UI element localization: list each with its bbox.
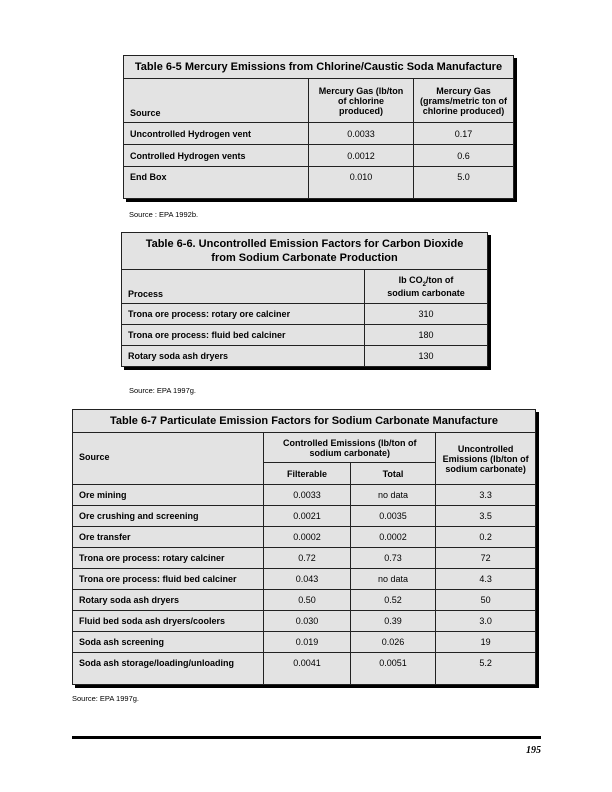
table-header-row bbox=[122, 270, 488, 304]
table-title-row bbox=[124, 56, 514, 79]
row-total: 0.026 bbox=[350, 632, 435, 653]
row-filterable: 0.72 bbox=[264, 548, 351, 569]
row-source: Ore mining bbox=[73, 485, 264, 506]
row-total: no data bbox=[350, 485, 435, 506]
row-process: Rotary soda ash dryers bbox=[122, 346, 365, 367]
table-header-row bbox=[124, 79, 514, 123]
row-source: Ore crushing and screening bbox=[73, 506, 264, 527]
table-6-7 bbox=[72, 409, 536, 685]
row-source: Uncontrolled Hydrogen vent bbox=[124, 123, 309, 145]
row-value: 180 bbox=[365, 325, 488, 346]
row-uncontrolled: 3.5 bbox=[436, 506, 536, 527]
header-controlled-emissions: Controlled Emissions (lb/ton of sodium carbonate) bbox=[264, 433, 436, 463]
row-total: 0.0051 bbox=[350, 653, 435, 685]
table-row bbox=[73, 485, 536, 506]
source-note-6-7: Source: EPA 1997g. bbox=[72, 694, 139, 703]
table-row bbox=[122, 325, 488, 346]
row-grams: 5.0 bbox=[414, 167, 514, 199]
row-filterable: 0.50 bbox=[264, 590, 351, 611]
row-source: End Box bbox=[124, 167, 309, 199]
table-title-row bbox=[122, 233, 488, 270]
row-source: Controlled Hydrogen vents bbox=[124, 145, 309, 167]
row-lb: 0.0012 bbox=[309, 145, 414, 167]
table-row bbox=[73, 611, 536, 632]
table-6-5 bbox=[123, 55, 514, 199]
row-filterable: 0.019 bbox=[264, 632, 351, 653]
footer-rule bbox=[72, 736, 541, 739]
row-total: no data bbox=[350, 569, 435, 590]
table-row bbox=[124, 145, 514, 167]
header-co2-suffix: /ton of bbox=[425, 275, 454, 286]
table-row bbox=[73, 506, 536, 527]
row-filterable: 0.0033 bbox=[264, 485, 351, 506]
row-value: 130 bbox=[365, 346, 488, 367]
row-source: Trona ore process: rotary calciner bbox=[73, 548, 264, 569]
table-row bbox=[124, 123, 514, 145]
row-lb: 0.0033 bbox=[309, 123, 414, 145]
row-filterable: 0.030 bbox=[264, 611, 351, 632]
table-row bbox=[73, 632, 536, 653]
header-filterable: Filterable bbox=[264, 463, 351, 485]
row-filterable: 0.043 bbox=[264, 569, 351, 590]
header-co2-line-2: sodium carbonate bbox=[387, 287, 465, 298]
header-mercury-lb: Mercury Gas (lb/ton of chlorine produced) bbox=[309, 79, 414, 123]
table-row bbox=[73, 527, 536, 548]
header-uncontrolled-emissions: Uncontrolled Emissions (lb/ton of sodium carbonate) bbox=[436, 433, 536, 485]
row-total: 0.73 bbox=[350, 548, 435, 569]
table-row bbox=[73, 548, 536, 569]
header-total: Total bbox=[350, 463, 435, 485]
table-title: Table 6-7 Particulate Emission Factors for Sodium Carbonate Manufacture bbox=[73, 410, 536, 433]
row-source: Trona ore process: fluid bed calciner bbox=[73, 569, 264, 590]
table-title-line-2: from Sodium Carbonate Production bbox=[211, 252, 398, 264]
source-note-6-6: Source: EPA 1997g. bbox=[129, 386, 196, 395]
row-uncontrolled: 0.2 bbox=[436, 527, 536, 548]
header-process: Process bbox=[122, 270, 365, 304]
header-source: Source bbox=[73, 433, 264, 485]
row-total: 0.0002 bbox=[350, 527, 435, 548]
row-uncontrolled: 3.3 bbox=[436, 485, 536, 506]
row-source: Soda ash storage/loading/unloading bbox=[73, 653, 264, 685]
header-co2-prefix: lb CO bbox=[398, 275, 423, 286]
row-uncontrolled: 4.3 bbox=[436, 569, 536, 590]
row-uncontrolled: 50 bbox=[436, 590, 536, 611]
table-row bbox=[73, 569, 536, 590]
row-source: Ore transfer bbox=[73, 527, 264, 548]
row-grams: 0.6 bbox=[414, 145, 514, 167]
table-title-line-1: Table 6-6. Uncontrolled Emission Factors for Carbon Dioxide bbox=[145, 238, 464, 250]
row-source: Rotary soda ash dryers bbox=[73, 590, 264, 611]
table-row bbox=[122, 304, 488, 325]
row-total: 0.0035 bbox=[350, 506, 435, 527]
row-process: Trona ore process: fluid bed calciner bbox=[122, 325, 365, 346]
header-source: Source bbox=[124, 79, 309, 123]
row-uncontrolled: 72 bbox=[436, 548, 536, 569]
header-co2-subscript: 2 bbox=[422, 281, 426, 288]
row-filterable: 0.0002 bbox=[264, 527, 351, 548]
source-note-6-5: Source : EPA 1992b. bbox=[129, 210, 199, 219]
row-total: 0.52 bbox=[350, 590, 435, 611]
header-co2 bbox=[365, 270, 488, 304]
table-title: Table 6-5 Mercury Emissions from Chlorine/Caustic Soda Manufacture bbox=[124, 56, 514, 79]
row-process: Trona ore process: rotary ore calciner bbox=[122, 304, 365, 325]
table-row bbox=[73, 653, 536, 685]
page-number: 195 bbox=[526, 745, 541, 756]
table-title-row bbox=[73, 410, 536, 433]
row-grams: 0.17 bbox=[414, 123, 514, 145]
row-uncontrolled: 3.0 bbox=[436, 611, 536, 632]
row-uncontrolled: 5.2 bbox=[436, 653, 536, 685]
header-mercury-grams: Mercury Gas (grams/metric ton of chlorine produced) bbox=[414, 79, 514, 123]
row-total: 0.39 bbox=[350, 611, 435, 632]
row-filterable: 0.0041 bbox=[264, 653, 351, 685]
row-source: Soda ash screening bbox=[73, 632, 264, 653]
table-row bbox=[122, 346, 488, 367]
table-header-row bbox=[73, 433, 536, 463]
row-lb: 0.010 bbox=[309, 167, 414, 199]
row-uncontrolled: 19 bbox=[436, 632, 536, 653]
table-title bbox=[122, 233, 488, 270]
row-filterable: 0.0021 bbox=[264, 506, 351, 527]
row-source: Fluid bed soda ash dryers/coolers bbox=[73, 611, 264, 632]
row-value: 310 bbox=[365, 304, 488, 325]
table-row bbox=[73, 590, 536, 611]
table-6-6 bbox=[121, 232, 488, 367]
table-row bbox=[124, 167, 514, 199]
